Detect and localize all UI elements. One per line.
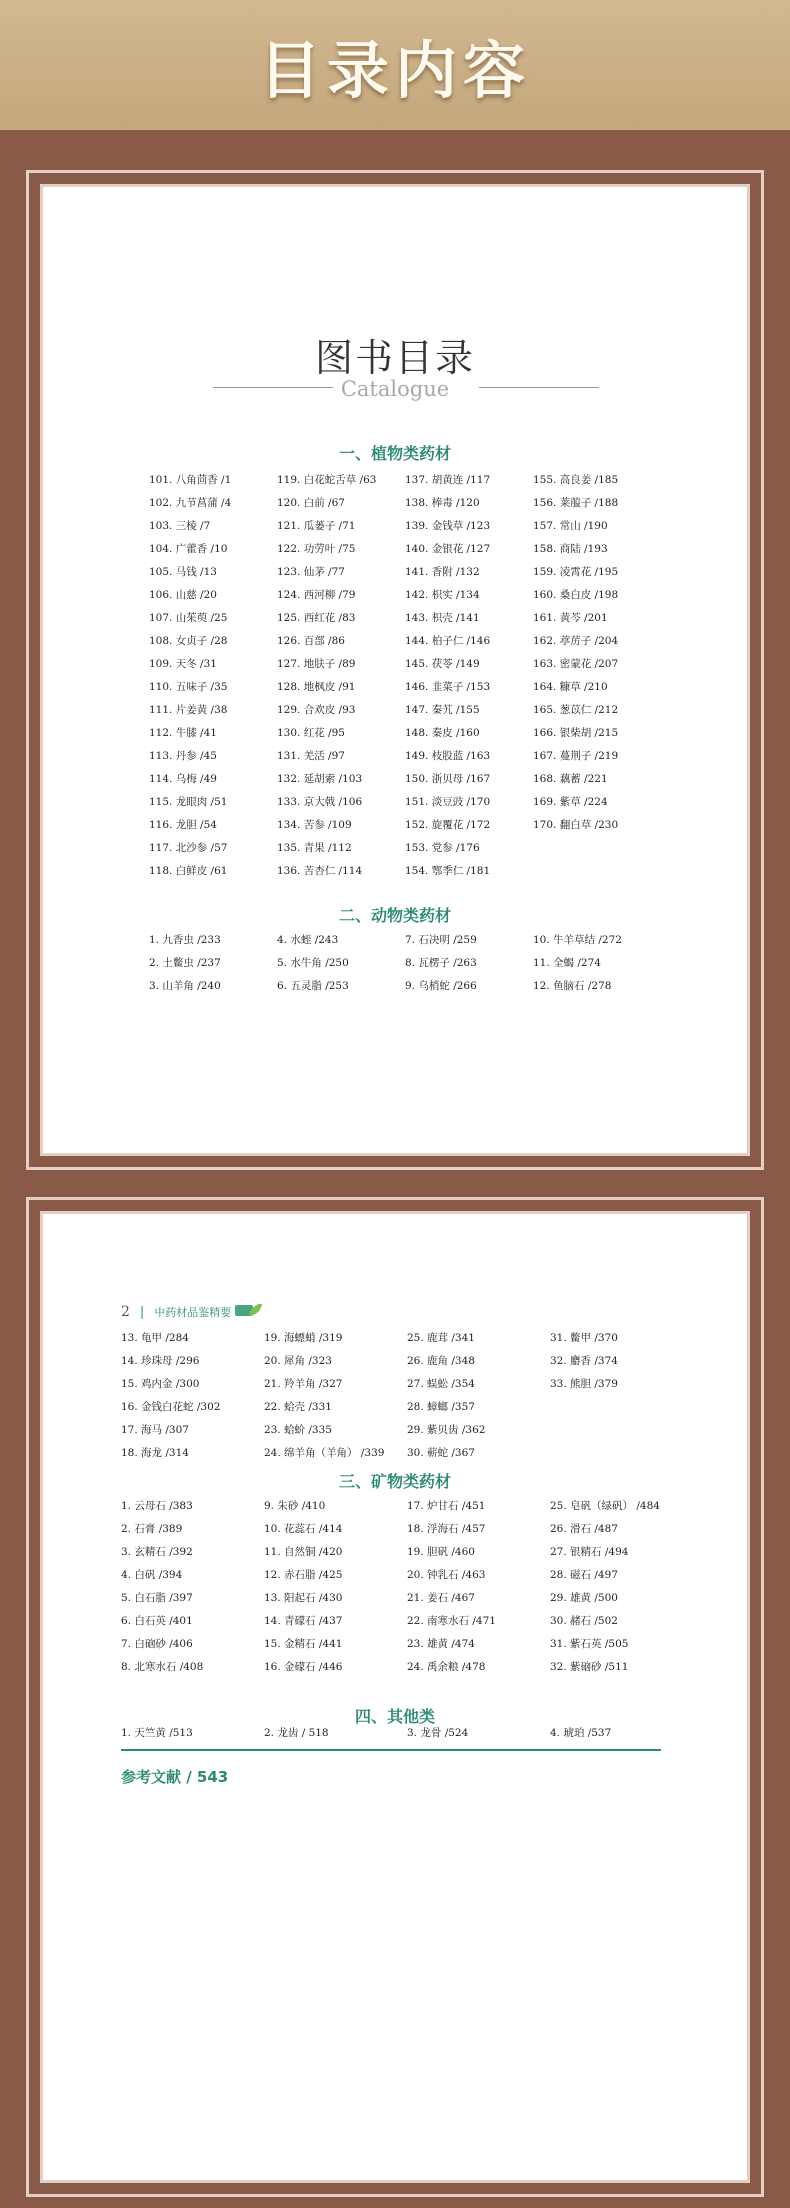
toc-entry[interactable]: 9. 朱砂 /410: [264, 1500, 326, 1512]
toc-entry[interactable]: 165. 葱苡仁 /212: [533, 704, 619, 716]
page-2-content: [40, 1211, 750, 2183]
toc-entry[interactable]: 9. 乌梢蛇 /266: [405, 980, 477, 992]
toc-entry[interactable]: 31. 紫石英 /505: [550, 1638, 629, 1650]
animal-list-continued: [121, 1327, 693, 1465]
catalogue-page-2: [26, 1197, 764, 2197]
toc-entry[interactable]: 162. 葶苈子 /204: [533, 635, 619, 647]
toc-entry[interactable]: 24. 绵羊角（羊角） /339: [264, 1447, 385, 1459]
toc-entry[interactable]: 164. 糠草 /210: [533, 681, 608, 693]
toc-entry[interactable]: 21. 羚羊角 /327: [264, 1378, 343, 1390]
toc-entry[interactable]: 30. 赭石 /502: [550, 1615, 618, 1627]
toc-entry[interactable]: 14. 珍珠母 /296: [121, 1355, 200, 1367]
toc-entry[interactable]: 27. 银精石 /494: [550, 1546, 629, 1558]
toc-entry[interactable]: 29. 雄黄 /500: [550, 1592, 618, 1604]
toc-entry[interactable]: 158. 商陆 /193: [533, 543, 608, 555]
toc-entry[interactable]: 130. 红花 /95: [277, 727, 345, 739]
toc-entry[interactable]: 147. 秦艽 /155: [405, 704, 480, 716]
toc-entry[interactable]: 153. 党参 /176: [405, 842, 480, 854]
toc-entry[interactable]: 2. 石膏 /389: [121, 1523, 183, 1535]
toc-entry[interactable]: 19. 海螵蛸 /319: [264, 1332, 343, 1344]
toc-entry[interactable]: 167. 蔓荆子 /219: [533, 750, 619, 762]
toc-entry[interactable]: 116. 龙胆 /54: [149, 819, 217, 831]
toc-entry[interactable]: 26. 鹿角 /348: [407, 1355, 475, 1367]
mineral-list: [121, 1495, 693, 1679]
references-link[interactable]: 参考文献 / 543: [121, 1768, 229, 1786]
toc-entry[interactable]: 128. 地枫皮 /91: [277, 681, 356, 693]
catalogue-page-1: [26, 170, 764, 1170]
toc-entry[interactable]: 30. 蕲蛇 /367: [407, 1447, 475, 1459]
toc-entry[interactable]: 12. 鱼脑石 /278: [533, 980, 612, 992]
toc-entry[interactable]: 114. 乌梅 /49: [149, 773, 217, 785]
toc-entry[interactable]: 27. 蜈蚣 /354: [407, 1378, 475, 1390]
toc-entry[interactable]: 13. 阳起石 /430: [264, 1592, 343, 1604]
section-title-others: 四、其他类: [354, 1707, 435, 1726]
toc-entry[interactable]: 3. 山羊角 /240: [149, 980, 221, 992]
page-1-content: [40, 184, 750, 1156]
toc-entry[interactable]: 4. 白矾 /394: [121, 1569, 183, 1581]
toc-entry[interactable]: [533, 837, 661, 860]
toc-entry[interactable]: 159. 凌霄花 /195: [533, 566, 619, 578]
toc-entry[interactable]: 169. 紫草 /224: [533, 796, 608, 808]
toc-entry[interactable]: 145. 茯苓 /149: [405, 658, 480, 670]
toc-entry[interactable]: 106. 山慈 /20: [149, 589, 217, 601]
toc-entry[interactable]: 17. 炉甘石 /451: [407, 1500, 486, 1512]
toc-entry[interactable]: 133. 京大戟 /106: [277, 796, 363, 808]
toc-entry[interactable]: 111. 片姜黄 /38: [149, 704, 228, 716]
section-title-minerals: 三、矿物类药材: [338, 1472, 451, 1491]
toc-entry[interactable]: 4. 琥珀 /537: [550, 1727, 612, 1739]
toc-entry[interactable]: 7. 石决明 /259: [405, 934, 477, 946]
toc-entry[interactable]: 151. 淡豆豉 /170: [405, 796, 491, 808]
toc-entry[interactable]: [550, 1442, 693, 1465]
toc-entry[interactable]: [550, 1396, 693, 1419]
toc-entry[interactable]: 138. 棒毒 /120: [405, 497, 480, 509]
toc-entry[interactable]: 170. 翻白草 /230: [533, 819, 619, 831]
toc-entry[interactable]: 112. 牛膝 /41: [149, 727, 217, 739]
toc-entry[interactable]: 28. 蟑螂 /357: [407, 1401, 475, 1413]
toc-entry[interactable]: 113. 丹参 /45: [149, 750, 217, 762]
header-banner: [0, 0, 790, 130]
banner-title: 目录内容: [258, 33, 531, 107]
toc-entry[interactable]: 143. 枳壳 /141: [405, 612, 480, 624]
toc-entry[interactable]: 18. 浮海石 /457: [407, 1523, 486, 1535]
toc-entry[interactable]: 12. 赤石脂 /425: [264, 1569, 343, 1581]
toc-entry[interactable]: 109. 天冬 /31: [149, 658, 217, 670]
toc-entry[interactable]: 7. 白硇砂 /406: [121, 1638, 193, 1650]
toc-entry[interactable]: 6. 五灵脂 /253: [277, 980, 349, 992]
toc-entry[interactable]: 140. 金银花 /127: [405, 543, 491, 555]
header-separator: |: [139, 1304, 145, 1320]
toc-entry[interactable]: 105. 马钱 /13: [149, 566, 217, 578]
toc-entry[interactable]: 15. 鸡内金 /300: [121, 1378, 200, 1390]
toc-entry[interactable]: 131. 羌活 /97: [277, 750, 345, 762]
toc-entry[interactable]: 32. 紫硇砂 /511: [550, 1661, 629, 1673]
toc-entry[interactable]: 26. 滑石 /487: [550, 1523, 618, 1535]
toc-entry[interactable]: 149. 枝股蓝 /163: [405, 750, 491, 762]
animal-list: [149, 929, 661, 998]
toc-entry[interactable]: 156. 莱菔子 /188: [533, 497, 619, 509]
toc-entry[interactable]: 155. 高良姜 /185: [533, 474, 619, 486]
plant-list: [149, 469, 661, 883]
toc-entry[interactable]: 19. 胆矾 /460: [407, 1546, 475, 1558]
toc-entry[interactable]: [533, 860, 661, 883]
toc-entry[interactable]: 124. 西河柳 /79: [277, 589, 356, 601]
toc-entry[interactable]: 2. 土鳖虫 /237: [149, 957, 221, 969]
toc-entry[interactable]: 11. 全蝎 /274: [533, 957, 601, 969]
toc-entry[interactable]: 160. 桑白皮 /198: [533, 589, 619, 601]
toc-entry[interactable]: 16. 金钱白花蛇 /302: [121, 1401, 221, 1413]
toc-entry[interactable]: 14. 青礞石 /437: [264, 1615, 343, 1627]
toc-entry[interactable]: 150. 浙贝母 /167: [405, 773, 491, 785]
other-list: [121, 1722, 693, 1745]
toc-entry[interactable]: 3. 龙骨 /524: [407, 1727, 469, 1739]
toc-entry[interactable]: 5. 水牛角 /250: [277, 957, 349, 969]
toc-entry[interactable]: 119. 白花蛇舌草 /63: [277, 474, 377, 486]
toc-entry[interactable]: 29. 紫贝齿 /362: [407, 1424, 486, 1436]
toc-entry[interactable]: 120. 白前 /67: [277, 497, 345, 509]
toc-entry[interactable]: 142. 枳实 /134: [405, 589, 480, 601]
toc-entry[interactable]: 110. 五味子 /35: [149, 681, 228, 693]
toc-entry[interactable]: 127. 地肤子 /89: [277, 658, 356, 670]
toc-entry[interactable]: 136. 苦杏仁 /114: [277, 865, 363, 877]
toc-entry[interactable]: 28. 磁石 /497: [550, 1569, 618, 1581]
toc-entry[interactable]: 23. 雄黄 /474: [407, 1638, 475, 1650]
toc-entry[interactable]: 1. 云母石 /383: [121, 1500, 193, 1512]
toc-entry[interactable]: 5. 白石脂 /397: [121, 1592, 193, 1604]
toc-entry[interactable]: 6. 白石英 /401: [121, 1615, 193, 1627]
catalogue-title: 图书目录: [314, 336, 475, 380]
toc-entry[interactable]: 139. 金钱草 /123: [405, 520, 491, 532]
toc-entry[interactable]: 146. 韭菜子 /153: [405, 681, 491, 693]
toc-entry[interactable]: 103. 三棱 /7: [149, 520, 211, 532]
toc-entry[interactable]: 152. 旋覆花 /172: [405, 819, 491, 831]
toc-entry[interactable]: 11. 自然铜 /420: [264, 1546, 343, 1558]
toc-entry[interactable]: 126. 百部 /86: [277, 635, 345, 647]
toc-entry[interactable]: 122. 功劳叶 /75: [277, 543, 356, 555]
catalogue-subtitle: Catalogue: [340, 377, 450, 401]
toc-entry[interactable]: 15. 金精石 /441: [264, 1638, 343, 1650]
toc-entry[interactable]: 18. 海龙 /314: [121, 1447, 189, 1459]
toc-entry[interactable]: 25. 鹿茸 /341: [407, 1332, 475, 1344]
toc-entry[interactable]: 20. 钟乳石 /463: [407, 1569, 486, 1581]
toc-entry[interactable]: 129. 合欢皮 /93: [277, 704, 356, 716]
toc-entry[interactable]: 31. 鳖甲 /370: [550, 1332, 618, 1344]
toc-entry[interactable]: 4. 水蛭 /243: [277, 934, 339, 946]
toc-entry[interactable]: 20. 犀角 /323: [264, 1355, 332, 1367]
toc-entry[interactable]: 137. 胡黄连 /117: [405, 474, 491, 486]
toc-entry[interactable]: 125. 西红花 /83: [277, 612, 356, 624]
toc-entry[interactable]: 141. 香附 /132: [405, 566, 480, 578]
toc-entry[interactable]: 25. 皂矾（绿矾） /484: [550, 1500, 660, 1512]
toc-entry[interactable]: 13. 龟甲 /284: [121, 1332, 189, 1344]
section-title-animals: 二、动物类药材: [338, 906, 451, 925]
toc-entry[interactable]: 10. 花蕊石 /414: [264, 1523, 343, 1535]
toc-entry[interactable]: 163. 密蒙花 /207: [533, 658, 619, 670]
toc-entry[interactable]: 101. 八角茴香 /1: [149, 474, 232, 486]
leaf-icon: [235, 1302, 263, 1322]
toc-entry[interactable]: 121. 瓜蒌子 /71: [277, 520, 356, 532]
divider: [121, 1749, 661, 1751]
toc-entry[interactable]: 104. 广藿香 /10: [149, 543, 228, 555]
toc-entry[interactable]: 1. 天竺黄 /513: [121, 1727, 193, 1739]
toc-entry[interactable]: 154. 鄂季仁 /181: [405, 865, 491, 877]
toc-entry[interactable]: 107. 山茱萸 /25: [149, 612, 228, 624]
toc-entry[interactable]: 10. 牛羊草结 /272: [533, 934, 622, 946]
page-number: 2: [121, 1304, 130, 1320]
toc-entry[interactable]: 157. 常山 /190: [533, 520, 608, 532]
toc-entry[interactable]: 2. 龙齿 / 518: [264, 1727, 329, 1739]
toc-entry[interactable]: 22. 南寒水石 /471: [407, 1615, 496, 1627]
toc-entry[interactable]: 3. 玄精石 /392: [121, 1546, 193, 1558]
toc-entry[interactable]: 117. 北沙参 /57: [149, 842, 228, 854]
toc-entry[interactable]: 32. 麝香 /374: [550, 1355, 618, 1367]
toc-entry[interactable]: 102. 九节菖蒲 /4: [149, 497, 232, 509]
toc-entry[interactable]: 24. 禹余粮 /478: [407, 1661, 486, 1673]
toc-entry[interactable]: 23. 蛤蚧 /335: [264, 1424, 332, 1436]
toc-entry[interactable]: 148. 秦皮 /160: [405, 727, 480, 739]
toc-entry[interactable]: 123. 仙茅 /77: [277, 566, 345, 578]
toc-entry[interactable]: 118. 白鲜皮 /61: [149, 865, 228, 877]
toc-entry[interactable]: 17. 海马 /307: [121, 1424, 189, 1436]
toc-entry[interactable]: 132. 延胡索 /103: [277, 773, 363, 785]
toc-entry[interactable]: 144. 柏子仁 /146: [405, 635, 491, 647]
toc-entry[interactable]: 22. 蛤壳 /331: [264, 1401, 332, 1413]
toc-entry[interactable]: 1. 九香虫 /233: [149, 934, 221, 946]
toc-entry[interactable]: 134. 苦参 /109: [277, 819, 352, 831]
toc-entry[interactable]: 8. 北寒水石 /408: [121, 1661, 204, 1673]
toc-entry[interactable]: 33. 熊胆 /379: [550, 1378, 618, 1390]
section-title-plants: 一、植物类药材: [338, 444, 451, 463]
toc-entry[interactable]: 108. 女贞子 /28: [149, 635, 228, 647]
toc-entry[interactable]: 8. 瓦楞子 /263: [405, 957, 477, 969]
running-header: [121, 1302, 263, 1322]
toc-entry[interactable]: 168. 藕蓄 /221: [533, 773, 608, 785]
toc-entry[interactable]: 115. 龙眼肉 /51: [149, 796, 228, 808]
toc-entry[interactable]: 21. 姜石 /467: [407, 1592, 475, 1604]
toc-entry[interactable]: 161. 黄芩 /201: [533, 612, 608, 624]
toc-entry[interactable]: 16. 金礞石 /446: [264, 1661, 343, 1673]
toc-entry[interactable]: [550, 1419, 693, 1442]
toc-entry[interactable]: 135. 青果 /112: [277, 842, 352, 854]
book-title: 中药材品鉴精要: [154, 1306, 232, 1319]
toc-entry[interactable]: 166. 银柴胡 /215: [533, 727, 619, 739]
